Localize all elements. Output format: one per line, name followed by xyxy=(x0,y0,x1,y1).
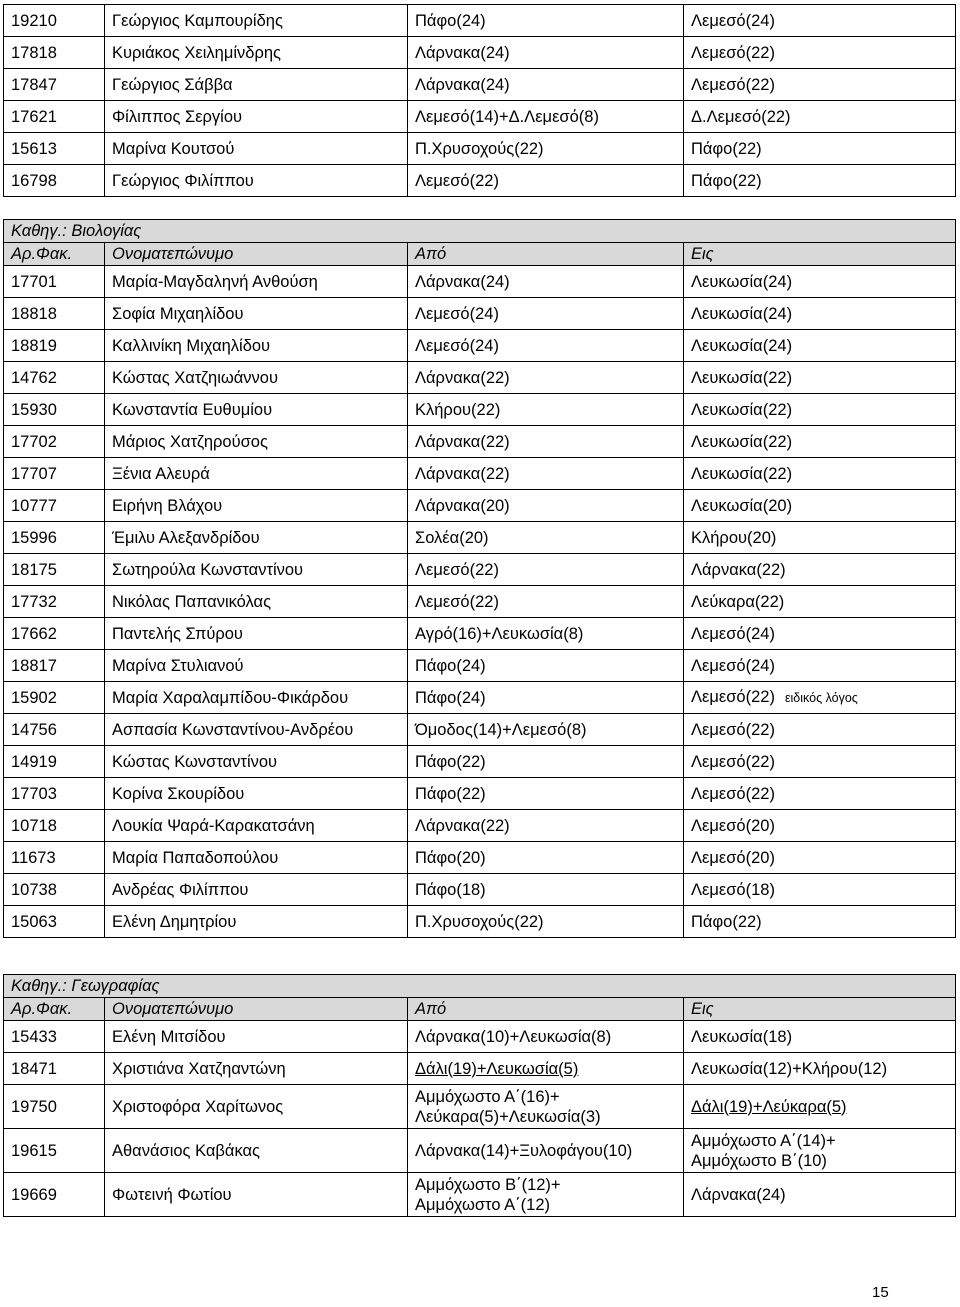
table-cell: 18471 xyxy=(4,1053,105,1085)
table-cell: Λεμεσό(14)+Δ.Λεμεσό(8) xyxy=(408,101,684,133)
table-cell: Φίλιππος Σεργίου xyxy=(105,101,408,133)
cell-line: Αμμόχωστο Α΄(14)+ xyxy=(691,1131,836,1150)
table-cell: Πάφο(24) xyxy=(408,5,684,37)
table-cell: Λάρνακα(22) xyxy=(408,458,684,490)
table-cell: Λεμεσό(22) xyxy=(684,714,956,746)
table-cell: 17703 xyxy=(4,778,105,810)
table-cell: Λεμεσό(22) xyxy=(684,69,956,101)
table-cell: 15930 xyxy=(4,394,105,426)
table-row xyxy=(4,1053,956,1085)
table-row xyxy=(4,69,956,101)
column-header: Εις xyxy=(684,243,956,266)
cell-line: Αμμόχωστο Β΄(12)+ xyxy=(415,1175,561,1194)
table-row xyxy=(4,586,956,618)
table-cell: 14756 xyxy=(4,714,105,746)
table-cell: 15063 xyxy=(4,906,105,938)
table-cell: Λεμεσό(24) xyxy=(684,618,956,650)
table-cell: 17818 xyxy=(4,37,105,69)
table-cell: Λευκωσία(24) xyxy=(684,266,956,298)
table-cell: 14919 xyxy=(4,746,105,778)
table-cell: 18818 xyxy=(4,298,105,330)
table-row xyxy=(4,650,956,682)
table-row xyxy=(4,682,956,714)
table-cell: Λάρνακα(14)+Ξυλοφάγου(10) xyxy=(408,1129,684,1173)
table-cell: Πάφο(24) xyxy=(408,682,684,714)
table-row xyxy=(4,5,956,37)
column-header: Ονοματεπώνυμο xyxy=(105,998,408,1021)
table-row xyxy=(4,133,956,165)
table-cell: Χριστιάνα Χατζηαντώνη xyxy=(105,1053,408,1085)
table-row xyxy=(4,554,956,586)
table-cell: Παντελής Σπύρου xyxy=(105,618,408,650)
table-row xyxy=(4,1085,956,1129)
table-cell: Λεμεσό(20) xyxy=(684,810,956,842)
table-cell: Πάφο(22) xyxy=(684,906,956,938)
table-row xyxy=(4,37,956,69)
table-cell: Γεώργιος Σάββα xyxy=(105,69,408,101)
table-cell: Πάφο(22) xyxy=(408,746,684,778)
table-cell: Νικόλας Παπανικόλας xyxy=(105,586,408,618)
table-cell: Λάρνακα(24) xyxy=(684,1173,956,1217)
table-cell: Όμοδος(14)+Λεμεσό(8) xyxy=(408,714,684,746)
table-cell: Γεώργιος Φιλίππου xyxy=(105,165,408,197)
header-row xyxy=(4,998,956,1021)
table-cell: 15996 xyxy=(4,522,105,554)
table-row xyxy=(4,1129,956,1173)
column-header: Αρ.Φακ. xyxy=(4,998,105,1021)
table-cell: Μαρία Παπαδοπούλου xyxy=(105,842,408,874)
table-row xyxy=(4,714,956,746)
table-cell: Σοφία Μιχαηλίδου xyxy=(105,298,408,330)
table-cell: Λευκωσία(22) xyxy=(684,394,956,426)
table-cell: 19750 xyxy=(4,1085,105,1129)
table-row xyxy=(4,1021,956,1053)
table-cell: Λάρνακα(22) xyxy=(408,426,684,458)
table-row xyxy=(4,618,956,650)
table-cell: Λεύκαρα(22) xyxy=(684,586,956,618)
biology-table xyxy=(3,219,956,938)
table-cell: Λεμεσό(20) xyxy=(684,842,956,874)
table-cell: Λεμεσό(24) xyxy=(684,5,956,37)
table-cell: Λουκία Ψαρά-Καρακατσάνη xyxy=(105,810,408,842)
table-row xyxy=(4,165,956,197)
table-cell: Μαρία-Μαγδαληνή Ανθούση xyxy=(105,266,408,298)
column-header: Εις xyxy=(684,998,956,1021)
table-cell: 14762 xyxy=(4,362,105,394)
table-cell: Κυριάκος Χειλημίνδρης xyxy=(105,37,408,69)
table-cell: 17702 xyxy=(4,426,105,458)
table-cell: Λεμεσό(22) xyxy=(408,165,684,197)
table-cell: Κορίνα Σκουρίδου xyxy=(105,778,408,810)
table-cell: Δάλι(19)+Λεύκαρα(5) xyxy=(684,1085,956,1129)
table-row xyxy=(4,490,956,522)
table-cell: 19615 xyxy=(4,1129,105,1173)
table-cell: Λάρνακα(24) xyxy=(408,69,684,101)
table-cell: 17621 xyxy=(4,101,105,133)
table-cell: Λευκωσία(24) xyxy=(684,298,956,330)
table-cell: Κώστας Χατζηιωάννου xyxy=(105,362,408,394)
table-cell: 19669 xyxy=(4,1173,105,1217)
table-row xyxy=(4,101,956,133)
table-cell: Λάρνακα(10)+Λευκωσία(8) xyxy=(408,1021,684,1053)
section-title-geography: Καθηγ.: Γεωγραφίας xyxy=(4,975,956,998)
table-row xyxy=(4,810,956,842)
table-cell: 17662 xyxy=(4,618,105,650)
table-row xyxy=(4,906,956,938)
table-cell: Σωτηρούλα Κωνσταντίνου xyxy=(105,554,408,586)
table-cell: 10738 xyxy=(4,874,105,906)
special-reason-note: ειδικός λόγος xyxy=(784,691,858,705)
table-cell: Π.Χρυσοχούς(22) xyxy=(408,906,684,938)
cell-line: Λεύκαρα(5)+Λευκωσία(3) xyxy=(415,1107,601,1126)
table-cell: Δ.Λεμεσό(22) xyxy=(684,101,956,133)
table-cell: Λεμεσό(22) xyxy=(684,746,956,778)
table-cell: Λευκωσία(22) xyxy=(684,362,956,394)
table-cell: 18819 xyxy=(4,330,105,362)
section-title-biology: Καθηγ.: Βιολογίας xyxy=(4,220,956,243)
table-cell: Λάρνακα(22) xyxy=(684,554,956,586)
table-cell: 18817 xyxy=(4,650,105,682)
table-cell: Μαρίνα Κουτσού xyxy=(105,133,408,165)
table-row xyxy=(4,874,956,906)
top-transfer-table xyxy=(3,4,956,197)
table-cell: Ειρήνη Βλάχου xyxy=(105,490,408,522)
table-cell: Π.Χρυσοχούς(22) xyxy=(408,133,684,165)
table-row xyxy=(4,298,956,330)
table-cell: Πάφο(22) xyxy=(684,165,956,197)
table-cell: Έμιλυ Αλεξανδρίδου xyxy=(105,522,408,554)
table-cell: Λευκωσία(22) xyxy=(684,458,956,490)
table-cell: Ελένη Μιτσίδου xyxy=(105,1021,408,1053)
table-cell: Λεμεσό(24) xyxy=(408,330,684,362)
table-cell: 16798 xyxy=(4,165,105,197)
table-cell: Ασπασία Κωνσταντίνου-Ανδρέου xyxy=(105,714,408,746)
geography-table xyxy=(3,974,956,1217)
table-cell xyxy=(408,1173,684,1217)
table-cell: Καλλινίκη Μιχαηλίδου xyxy=(105,330,408,362)
column-header: Από xyxy=(408,243,684,266)
table-row xyxy=(4,362,956,394)
table-cell: Ανδρέας Φιλίππου xyxy=(105,874,408,906)
table-cell: Λεμεσό(22) xyxy=(684,778,956,810)
table-cell: Λάρνακα(24) xyxy=(408,266,684,298)
table-cell: 17701 xyxy=(4,266,105,298)
table-cell: 10777 xyxy=(4,490,105,522)
table-cell: 15613 xyxy=(4,133,105,165)
table-cell: Κωνσταντία Ευθυμίου xyxy=(105,394,408,426)
table-cell: Λάρνακα(24) xyxy=(408,37,684,69)
table-cell: Πάφο(18) xyxy=(408,874,684,906)
table-cell: Λεμεσό(22) xyxy=(684,37,956,69)
table-cell: Πάφο(20) xyxy=(408,842,684,874)
table-cell: Σολέα(20) xyxy=(408,522,684,554)
table-cell: Λεμεσό(22) ειδικός λόγος xyxy=(684,682,956,714)
table-cell: Λεμεσό(24) xyxy=(408,298,684,330)
table-cell: 15902 xyxy=(4,682,105,714)
table-cell: Λάρνακα(22) xyxy=(408,362,684,394)
table-row xyxy=(4,458,956,490)
table-cell: 17707 xyxy=(4,458,105,490)
table-cell: Κλήρου(22) xyxy=(408,394,684,426)
table-row xyxy=(4,394,956,426)
table-cell: Λεμεσό(22) xyxy=(408,586,684,618)
table-cell: Κώστας Κωνσταντίνου xyxy=(105,746,408,778)
cell-line: Αμμόχωστο Α΄(16)+ xyxy=(415,1087,560,1106)
table-cell: Αθανάσιος Καβάκας xyxy=(105,1129,408,1173)
table-row xyxy=(4,426,956,458)
table-cell: Γεώργιος Καμπουρίδης xyxy=(105,5,408,37)
table-cell: Λεμεσό(22) xyxy=(408,554,684,586)
column-header: Από xyxy=(408,998,684,1021)
table-row xyxy=(4,266,956,298)
table-cell: Λάρνακα(20) xyxy=(408,490,684,522)
table-cell: Πάφο(24) xyxy=(408,650,684,682)
table-cell: Πάφο(22) xyxy=(408,778,684,810)
table-cell: Μαρία Χαραλαμπίδου-Φικάρδου xyxy=(105,682,408,714)
table-cell: Πάφο(22) xyxy=(684,133,956,165)
table-cell: 10718 xyxy=(4,810,105,842)
table-row xyxy=(4,1173,956,1217)
column-header: Αρ.Φακ. xyxy=(4,243,105,266)
table-row xyxy=(4,330,956,362)
page-number: 15 xyxy=(872,1284,889,1301)
table-cell: 18175 xyxy=(4,554,105,586)
table-cell: Λευκωσία(20) xyxy=(684,490,956,522)
cell-line: Αμμόχωστο Α΄(12) xyxy=(415,1195,551,1214)
table-cell: Λευκωσία(12)+Κλήρου(12) xyxy=(684,1053,956,1085)
table-cell: 11673 xyxy=(4,842,105,874)
table-cell: Ξένια Αλευρά xyxy=(105,458,408,490)
table-cell: 19210 xyxy=(4,5,105,37)
table-cell: 17847 xyxy=(4,69,105,101)
table-cell: Λεμεσό(18) xyxy=(684,874,956,906)
cell-line: Αμμόχωστο Β΄(10) xyxy=(691,1151,827,1170)
table-cell: Λευκωσία(24) xyxy=(684,330,956,362)
table-row xyxy=(4,746,956,778)
table-cell xyxy=(684,1129,956,1173)
table-row xyxy=(4,522,956,554)
table-cell xyxy=(408,1085,684,1129)
table-row xyxy=(4,842,956,874)
table-cell: Χριστοφόρα Χαρίτωνος xyxy=(105,1085,408,1129)
table-cell: Φωτεινή Φωτίου xyxy=(105,1173,408,1217)
table-cell: Δάλι(19)+Λευκωσία(5) xyxy=(408,1053,684,1085)
table-cell: Λεμεσό(24) xyxy=(684,650,956,682)
column-header: Ονοματεπώνυμο xyxy=(105,243,408,266)
table-cell: Λευκωσία(22) xyxy=(684,426,956,458)
table-cell: Κλήρου(20) xyxy=(684,522,956,554)
table-cell: Μάριος Χατζηρούσος xyxy=(105,426,408,458)
table-cell: Λάρνακα(22) xyxy=(408,810,684,842)
table-row xyxy=(4,778,956,810)
header-row xyxy=(4,243,956,266)
table-cell: 17732 xyxy=(4,586,105,618)
table-cell: Μαρίνα Στυλιανού xyxy=(105,650,408,682)
table-cell: Ελένη Δημητρίου xyxy=(105,906,408,938)
table-cell: 15433 xyxy=(4,1021,105,1053)
table-cell: Αγρό(16)+Λευκωσία(8) xyxy=(408,618,684,650)
table-cell: Λευκωσία(18) xyxy=(684,1021,956,1053)
